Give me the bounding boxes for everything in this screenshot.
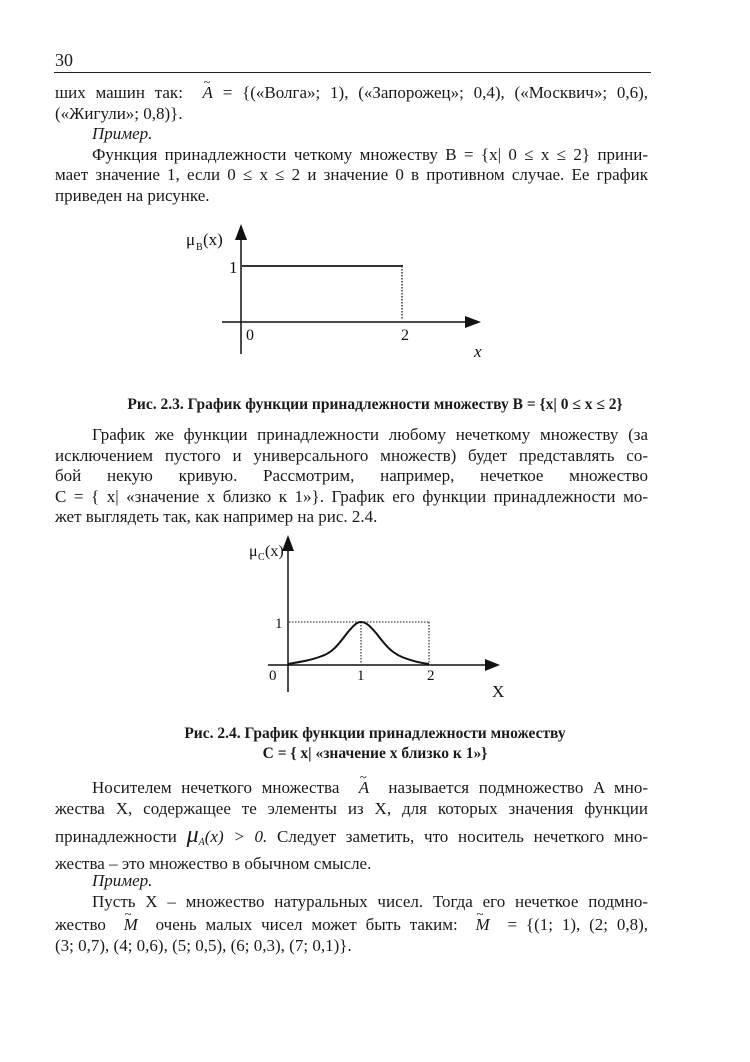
- svg-text:(x): (x): [265, 543, 284, 560]
- paragraph-line: («Жигули»; 0,8)}.: [55, 103, 183, 123]
- svg-text:x: x: [474, 342, 482, 361]
- caption-line: C = { x| «значение x близко к 1»}: [262, 745, 488, 762]
- paragraph-line: жество ~ M очень малых чисел может быть таким: ~ M = {(1; 1), (2; 0,8),: [55, 915, 648, 936]
- paragraph-line: С = { x| «значение x близко к 1»}. График его функции принадлежности мо-: [55, 486, 648, 506]
- fuzzy-set-symbol: ~ A: [359, 777, 369, 798]
- figure-2-4-caption: [0, 724, 750, 764]
- svg-text:μ: μ: [186, 230, 196, 249]
- svg-text:μ: μ: [249, 543, 258, 560]
- fuzzy-set-symbol: ~ M: [124, 915, 138, 936]
- paragraph-line: бой некую кривую. Рассмотрим, например, нечеткое множество: [55, 466, 648, 486]
- svg-text:B: B: [196, 242, 203, 253]
- paragraph-line: (3; 0,7), (4; 0,6), (5; 0,5), (6; 0,3), (7; 0,1)}.: [55, 935, 352, 955]
- paragraph-fuzzy-curve: [55, 425, 648, 528]
- fuzzy-set-symbol: ~ A: [203, 83, 213, 104]
- figure-2-3-caption: Рис. 2.3. График функции принадлежности множеству B = {x| 0 ≤ x ≤ 2}: [127, 396, 623, 413]
- paragraph-line: приведен на рисунке.: [55, 185, 210, 205]
- paragraph-line: жества – это множество в обычном смысле.: [55, 854, 372, 873]
- svg-text:1: 1: [229, 258, 238, 277]
- svg-text:1: 1: [275, 616, 283, 632]
- fuzzy-set-symbol: ~ M: [476, 915, 490, 936]
- x-axis-arrow-icon: [485, 659, 500, 671]
- svg-text:X: X: [492, 682, 505, 701]
- svg-text:0: 0: [269, 668, 277, 684]
- x-axis-arrow-icon: [465, 316, 481, 328]
- page-number: 30: [55, 50, 73, 70]
- svg-text:2: 2: [401, 327, 409, 344]
- y-axis-arrow-icon: [235, 224, 247, 240]
- example-label: Пример.: [92, 871, 153, 890]
- example-natural-numbers: [55, 871, 648, 956]
- example-label: Пример.: [92, 124, 153, 143]
- y-axis-arrow-icon: [282, 535, 294, 551]
- svg-text:1: 1: [357, 668, 365, 684]
- paragraph-line: мает значение 1, если 0 ≤ x ≤ 2 и значение 0 в противном случае. Ее график: [55, 165, 648, 185]
- svg-text:(x): (x): [203, 230, 223, 249]
- paragraph-line: жет выглядеть так, как например на рис. 2.4.: [55, 507, 378, 527]
- paragraph-line: График же функции принадлежности любому нечеткому множеству (за: [92, 425, 648, 444]
- svg-text:C: C: [258, 552, 265, 563]
- paragraph-support: [55, 777, 648, 874]
- mu-symbol: μ: [186, 822, 199, 848]
- svg-text:2: 2: [427, 668, 435, 684]
- paragraph-line: Носителем нечеткого множества ~ A называется подмножество A мно-: [55, 777, 648, 798]
- paragraph-line: Пусть X – множество натуральных чисел. Тогда его нечеткое подмно-: [92, 891, 648, 911]
- paragraph-line: принадлежности $\mu_A(x) > 0$. Следует заметить, что носитель нечеткого мно-: [55, 822, 649, 848]
- paragraph-line: ших машин так: ~ A = {(«Волга»; 1), («Запорожец»; 0,4), («Москвич»; 0,6),: [55, 83, 648, 104]
- paragraph-line: Функция принадлежности четкому множеству В = {x| 0 ≤ x ≤ 2} прини-: [92, 144, 648, 164]
- svg-text:0: 0: [246, 327, 254, 344]
- caption-line: Рис. 2.4. График функции принадлежности множеству: [184, 725, 566, 742]
- paragraph-line: жества X, содержащее те элементы из X, для которых значения функции: [55, 799, 648, 818]
- paragraph-line: исключением пустого и универсального множеств) будет представлять со-: [55, 445, 648, 465]
